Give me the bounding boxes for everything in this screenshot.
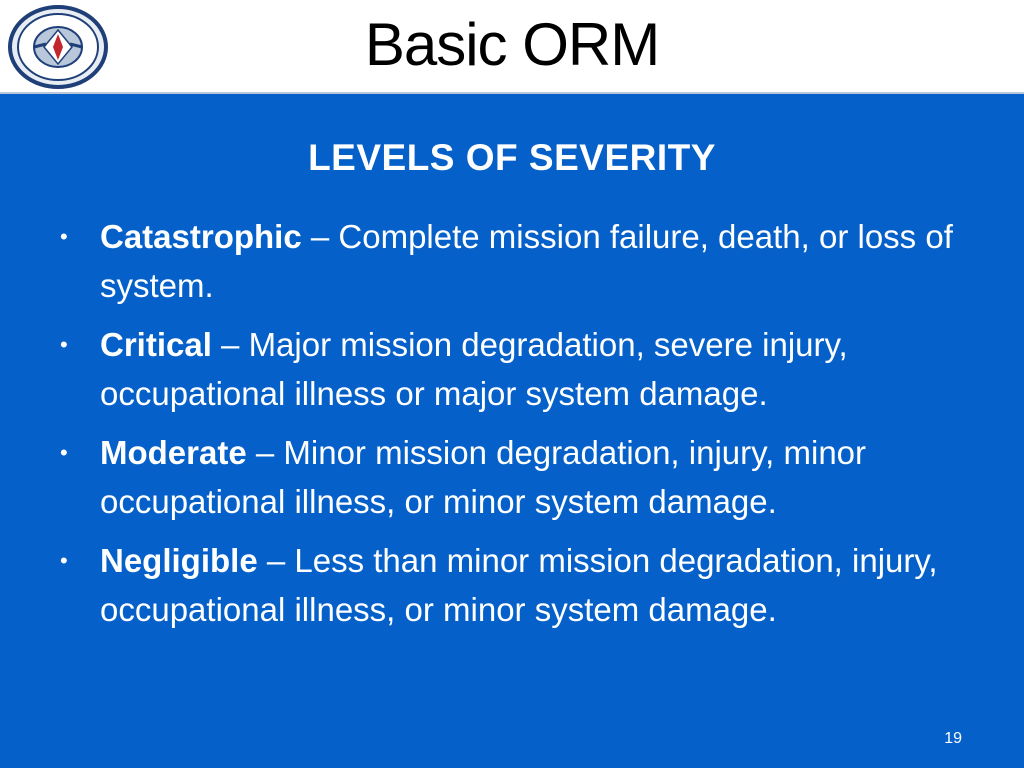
list-item — [56, 212, 970, 310]
bullet-icon: • — [60, 548, 68, 573]
severity-term: Negligible — [100, 542, 258, 579]
list-item — [56, 428, 970, 526]
content-panel — [0, 92, 1024, 768]
severity-term: Moderate — [100, 434, 247, 471]
bullet-icon: • — [60, 332, 68, 357]
bullet-icon: • — [60, 440, 68, 465]
severity-term: Catastrophic — [100, 218, 302, 255]
slide-header — [0, 0, 1024, 92]
severity-description: – Minor mission degradation, injury, minor occupational illness, or minor system damage. — [100, 434, 867, 520]
severity-list — [56, 212, 976, 644]
list-item — [56, 536, 970, 634]
bullet-icon: • — [60, 224, 68, 249]
severity-term: Critical — [100, 326, 212, 363]
page-title: Basic ORM — [364, 11, 660, 78]
section-heading: LEVELS OF SEVERITY — [308, 137, 716, 178]
severity-description: – Complete mission failure, death, or loss of system. — [100, 218, 953, 304]
list-item — [56, 320, 970, 418]
severity-description: – Major mission degradation, severe injury, occupational illness or major system damage. — [100, 326, 848, 412]
page-number: 19 — [944, 730, 962, 747]
severity-description: – Less than minor mission degradation, injury, occupational illness, or minor system damage. — [100, 542, 938, 628]
